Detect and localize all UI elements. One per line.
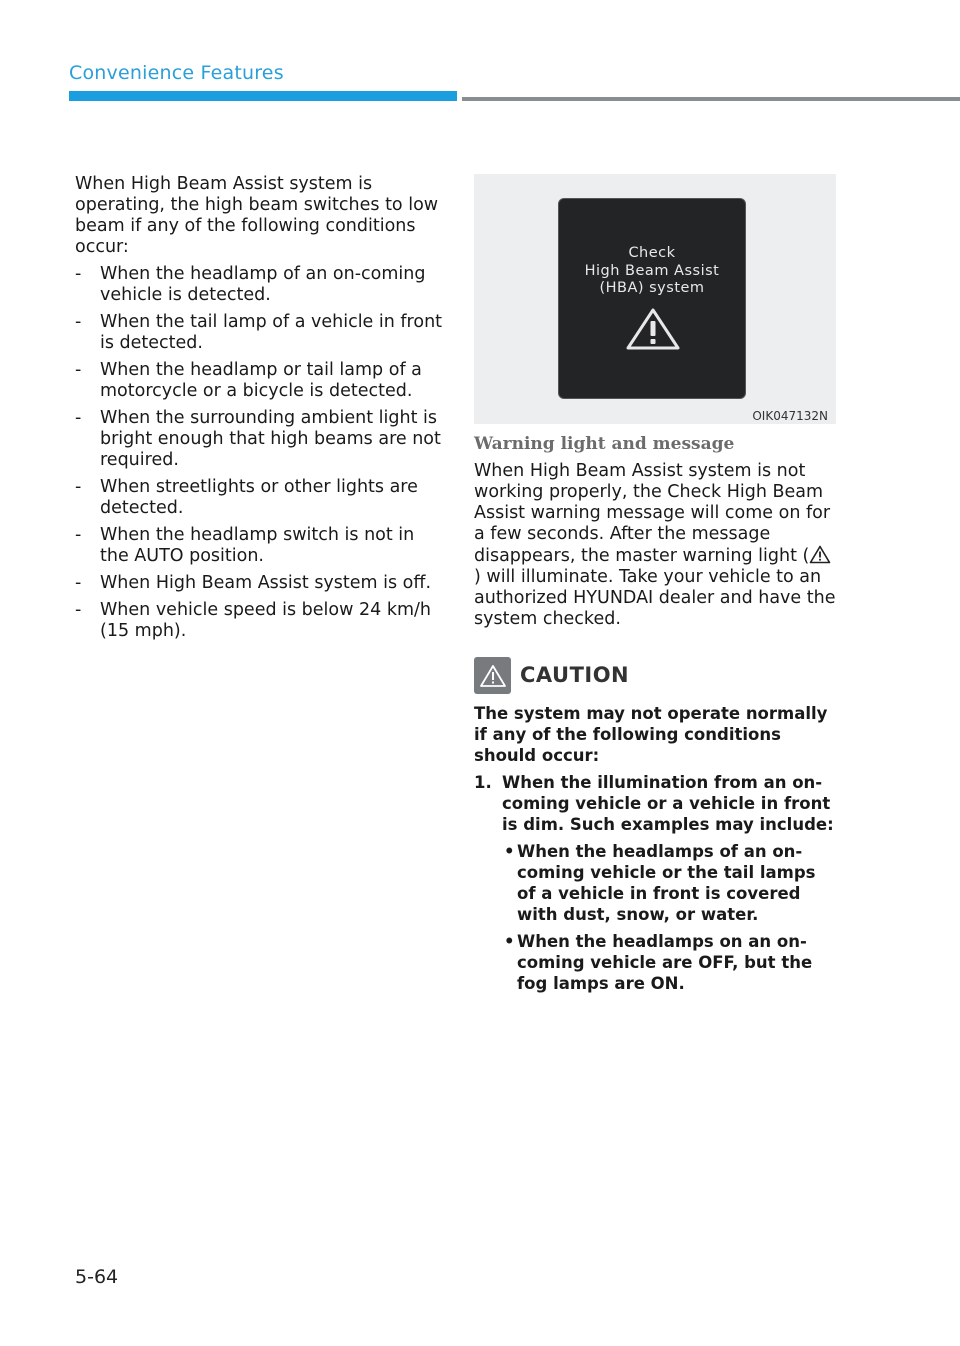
caution-intro: The system may not operate normally if any of the following conditions should occur: bbox=[474, 704, 828, 765]
caution-body bbox=[474, 703, 838, 994]
list-item: - When High Beam Assist system is off. bbox=[75, 573, 432, 593]
master-warning-icon bbox=[809, 545, 831, 564]
display-message: Check High Beam Assist (HBA) system bbox=[584, 245, 720, 296]
intro-paragraph: When High Beam Assist system is operating, the high beam switches to low beam if any of the following conditions occur: bbox=[75, 174, 439, 257]
right-column bbox=[474, 434, 838, 1000]
caution-sublist bbox=[502, 841, 838, 994]
left-column bbox=[75, 174, 445, 648]
caution-label: CAUTION bbox=[520, 663, 630, 687]
list-item: • When the headlamps of an on-coming vehicle or the tail lamps of a vehicle in front is covered with dust, snow, or water. bbox=[504, 842, 816, 924]
figure-code: OIK047132N bbox=[752, 409, 828, 423]
condition-list bbox=[75, 264, 445, 642]
header-rule-blue bbox=[69, 91, 457, 101]
caution-icon bbox=[474, 657, 511, 694]
header-rule-gray bbox=[462, 97, 960, 101]
list-item: - When the tail lamp of a vehicle in front is detected. bbox=[75, 312, 443, 353]
list-item: - When the surrounding ambient light is bright enough that high beams are not required. bbox=[75, 408, 441, 470]
warning-paragraph: When High Beam Assist system is not working properly, the Check High Beam Assist warning message will come on for a few seconds. After the message disappears, the master warning light () will illuminate. Take your vehicle to an authorized HYUNDAI dealer and have the system checked. bbox=[474, 461, 836, 629]
list-item: - When streetlights or other lights are detected. bbox=[75, 477, 418, 518]
list-item: • When the headlamps on an on-coming vehicle are OFF, but the fog lamps are ON. bbox=[504, 932, 813, 993]
section-heading: Warning light and message bbox=[474, 434, 735, 454]
list-item: - When the headlamp or tail lamp of a motorcycle or a bicycle is detected. bbox=[75, 360, 422, 401]
caution-header bbox=[474, 657, 838, 694]
cluster-figure bbox=[474, 174, 836, 424]
list-item: - When vehicle speed is below 24 km/h (15 mph). bbox=[75, 600, 431, 641]
list-item: - When the headlamp of an on-coming vehicle is detected. bbox=[75, 264, 426, 305]
list-item: - When the headlamp switch is not in the AUTO position. bbox=[75, 525, 415, 566]
caution-list bbox=[474, 772, 838, 994]
chapter-title: Convenience Features bbox=[69, 62, 284, 84]
cluster-display bbox=[558, 198, 746, 399]
warning-triangle-icon bbox=[625, 307, 681, 351]
page-number: 5-64 bbox=[75, 1266, 119, 1288]
list-item: 1. When the illumination from an on-coming vehicle or a vehicle in front is dim. Such examples may include: • When the headlamps of an on-coming vehicle or the tail lamps of a vehicle in front is covered with dust, snow, or water. • When the headlamps on an on-coming vehicle are OFF, but the fog lamps are ON. bbox=[474, 772, 838, 994]
